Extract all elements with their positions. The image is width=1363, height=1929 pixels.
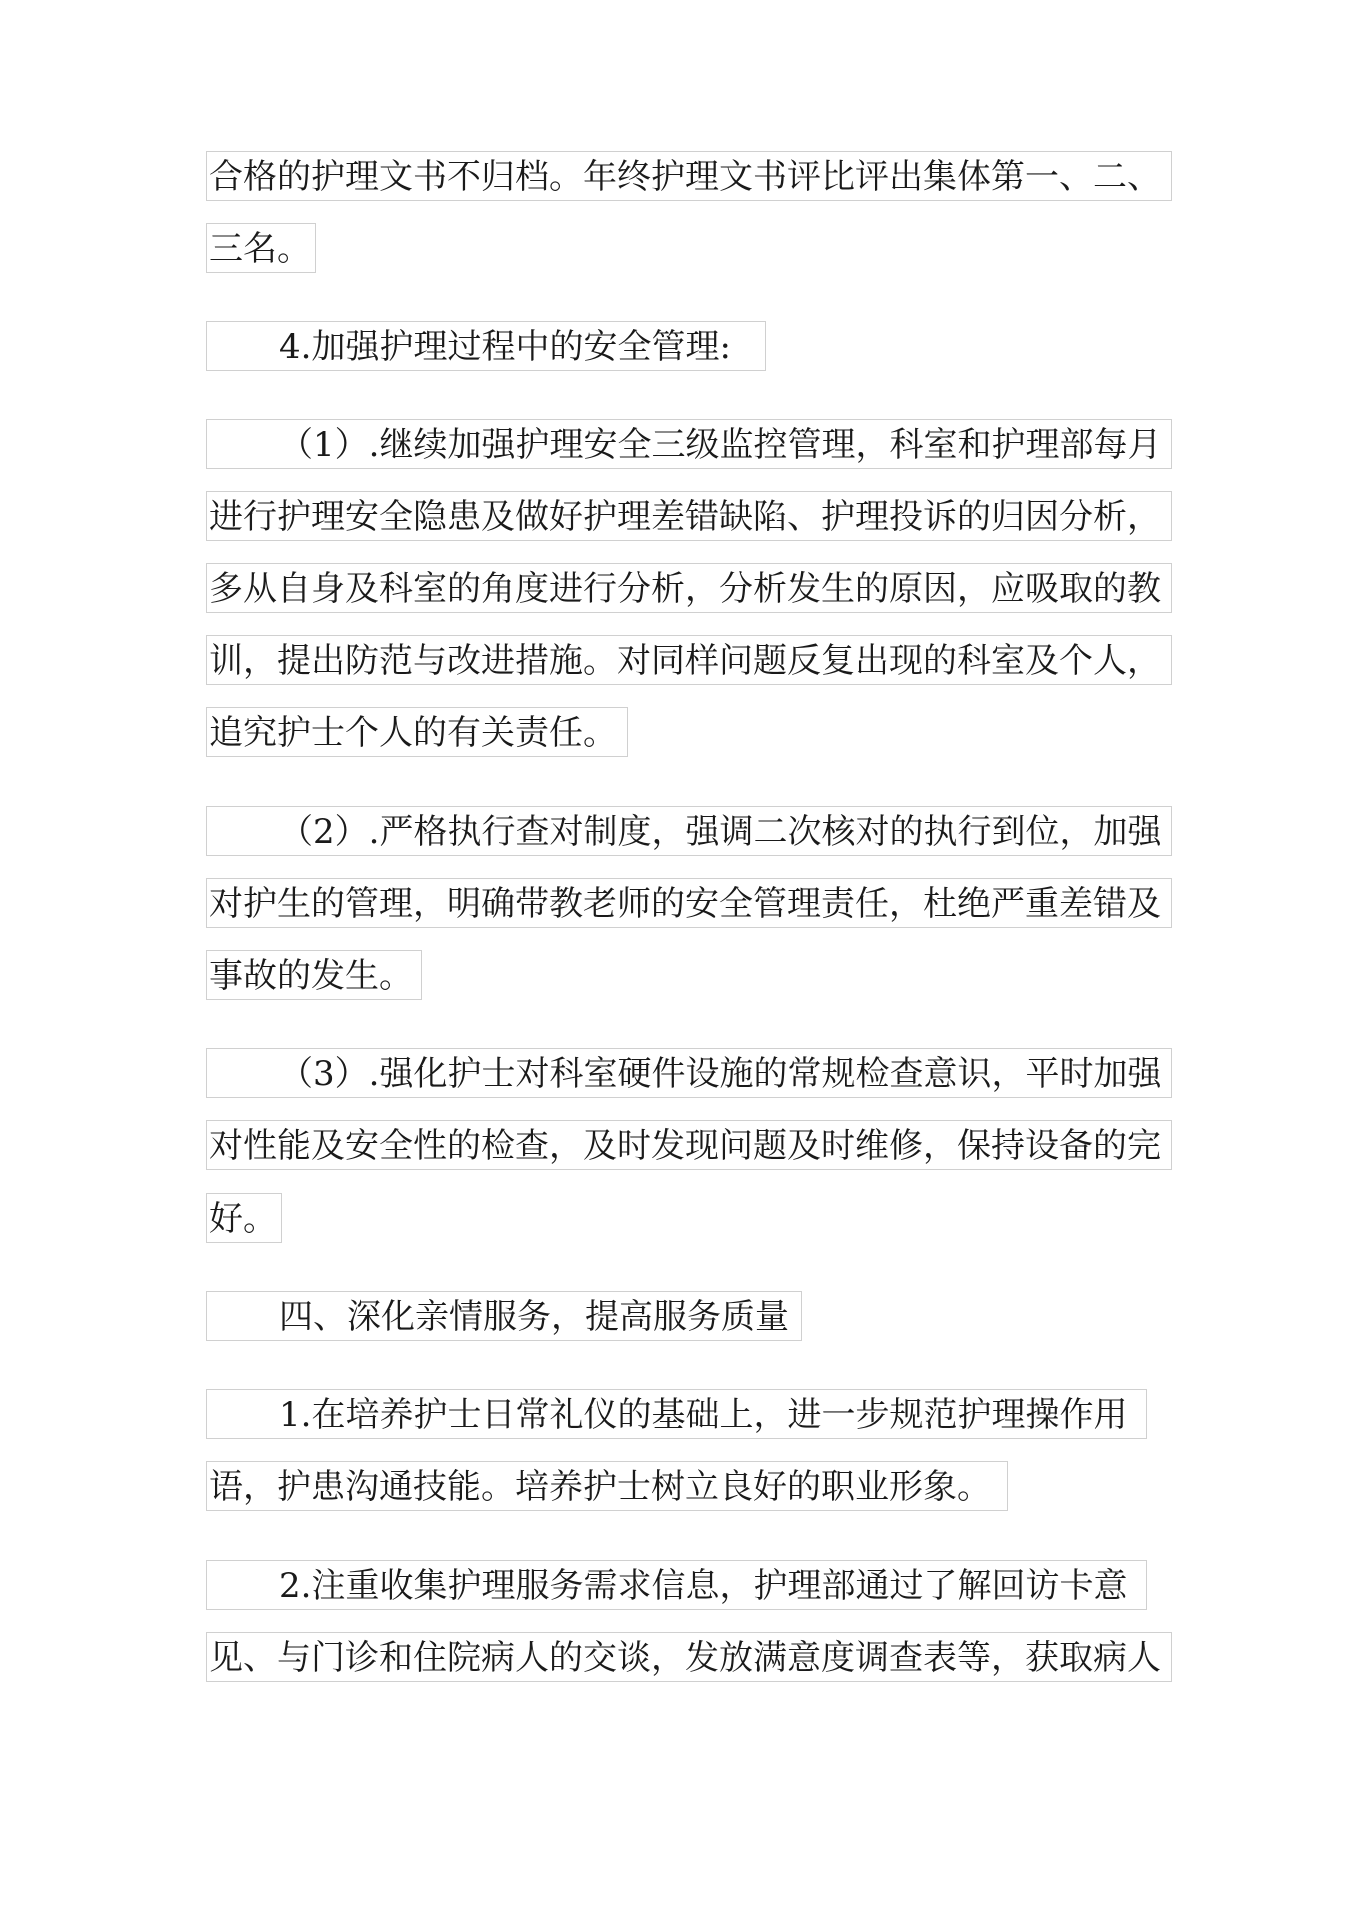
text-line: 对性能及安全性的检查，及时发现问题及时维修，保持设备的完 [206,1120,1172,1170]
text-line: 好。 [206,1193,282,1243]
text-line: （2）.严格执行查对制度，强调二次核对的执行到位，加强 [206,806,1172,856]
text-line: 语，护患沟通技能。培养护士树立良好的职业形象。 [206,1461,1008,1511]
text-line: 1.在培养护士日常礼仪的基础上，进一步规范护理操作用 [206,1389,1147,1439]
text-line: 2.注重收集护理服务需求信息，护理部通过了解回访卡意 [206,1560,1147,1610]
text-line: 追究护士个人的有关责任。 [206,707,628,757]
text-line: 多从自身及科室的角度进行分析，分析发生的原因，应吸取的教 [206,563,1172,613]
text-line: 合格的护理文书不归档。年终护理文书评比评出集体第一、二、 [206,151,1172,201]
text-line: 训，提出防范与改进措施。对同样问题反复出现的科室及个人， [206,635,1172,685]
text-line: （3）.强化护士对科室硬件设施的常规检查意识，平时加强 [206,1048,1172,1098]
text-line: 见、与门诊和住院病人的交谈，发放满意度调查表等，获取病人 [206,1632,1172,1682]
text-line: （1）.继续加强护理安全三级监控管理，科室和护理部每月 [206,419,1172,469]
text-line: 4.加强护理过程中的安全管理: [206,321,766,371]
section-heading: 四、深化亲情服务，提高服务质量 [206,1291,802,1341]
text-line: 三名。 [206,223,316,273]
text-line: 对护生的管理，明确带教老师的安全管理责任，杜绝严重差错及 [206,878,1172,928]
text-line: 进行护理安全隐患及做好护理差错缺陷、护理投诉的归因分析， [206,491,1172,541]
text-line: 事故的发生。 [206,950,422,1000]
